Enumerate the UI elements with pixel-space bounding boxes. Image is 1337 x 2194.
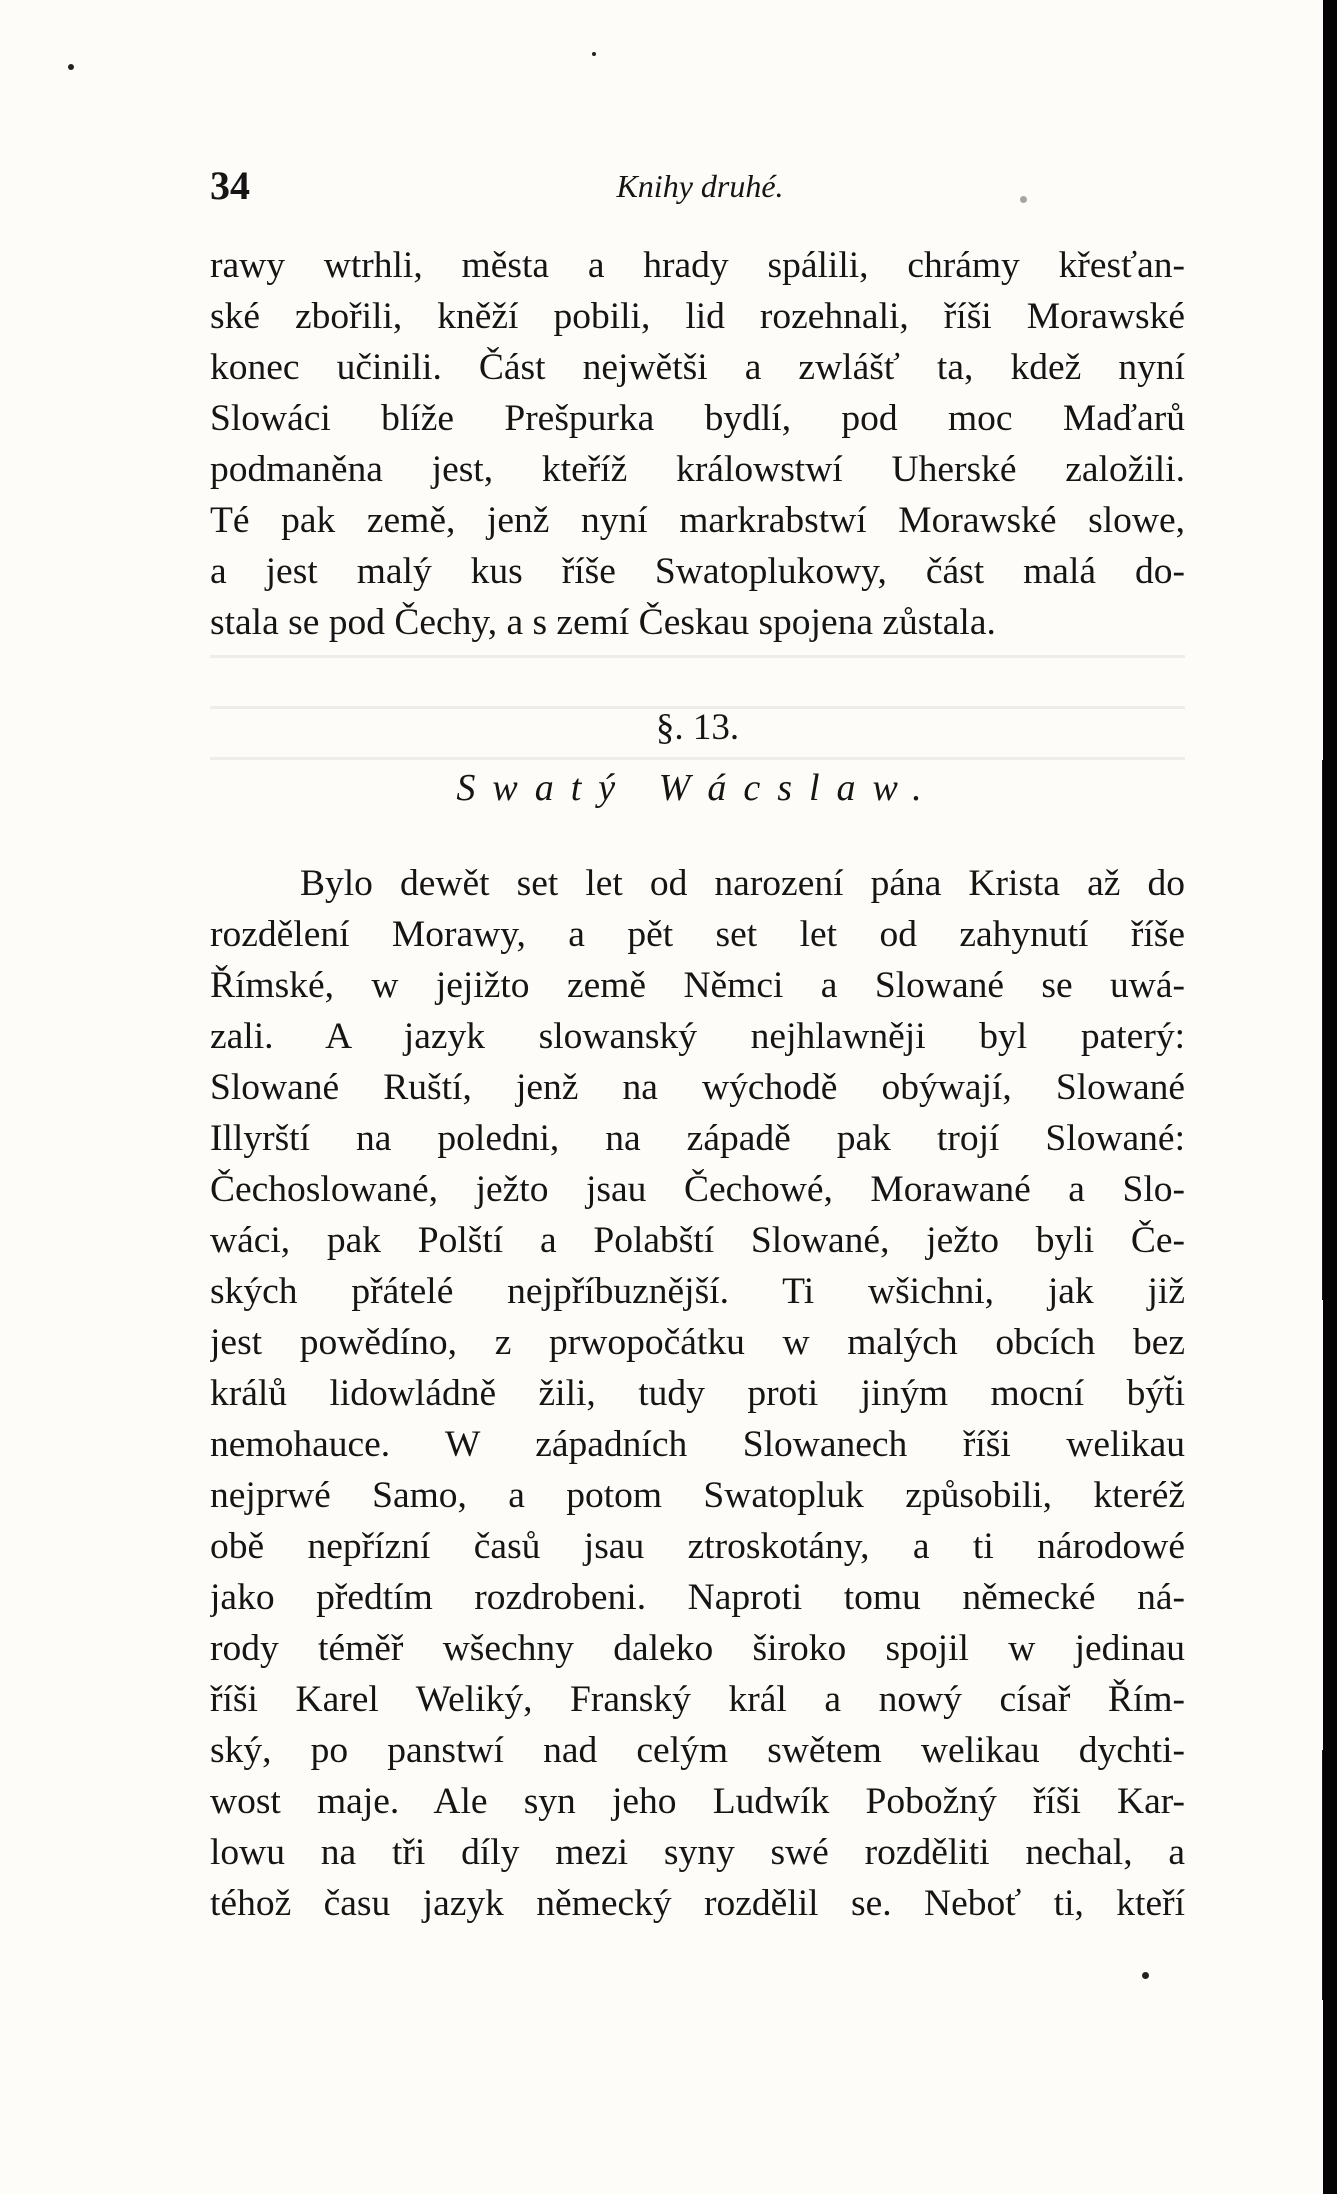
scan-speck [1020, 196, 1027, 203]
scan-speck [592, 52, 596, 56]
text-line: Římské, w jejižto země Němci a Slowané se uwá- [210, 965, 1185, 1006]
text-line: jest powědíno, z prwopočátku w malých obcích bez [210, 1322, 1185, 1363]
text-line: Illyrští na poledni, na západě pak trojí Slowané: [210, 1118, 1185, 1159]
text-line: Slowáci blíže Prešpurka bydlí, pod moc Maďarů [210, 398, 1185, 439]
scan-speck [68, 64, 74, 70]
page-number: 34 [210, 163, 250, 208]
paragraph-2 [210, 858, 1185, 1929]
text-line: wost maje. Ale syn jeho Ludwík Pobožný říši Kar- [210, 1781, 1185, 1822]
scan-edge [1323, 0, 1337, 2194]
text-line: zali. A jazyk slowanský nejhlawněji byl paterý: [210, 1016, 1185, 1057]
text-line: rawy wtrhli, města a hrady spálili, chrámy křesťan- [210, 245, 1185, 286]
text-line: podmaněna jest, kteříž králowstwí Uherské založili. [210, 449, 1185, 490]
scan-speck [1142, 1972, 1149, 1979]
text-line: a jest malý kus říše Swatoplukowy, část malá do- [210, 551, 1185, 592]
text-line: ských přátelé nejpříbuznější. Ti wšichni, jak již [210, 1271, 1185, 1312]
text-line: wáci, pak Polští a Polabští Slowané, ježto byli Če- [210, 1220, 1185, 1261]
text-line: nejprwé Samo, a potom Swatopluk způsobili, kteréž [210, 1475, 1185, 1516]
page-header [210, 158, 1190, 214]
text-line: Té pak země, jenž nyní markrabstwí Morawské slowe, [210, 500, 1185, 541]
section-number: §. 13. [655, 707, 740, 748]
text-line: Čechoslowané, ježto jsau Čechowé, Morawané a Slo- [210, 1169, 1185, 1210]
text-line: Bylo dewět set let od narození pána Krista až do [300, 863, 1185, 904]
running-title: Knihy druhé. [616, 168, 784, 204]
text-line: rozdělení Morawy, a pět set let od zahynutí říše [210, 914, 1185, 955]
text-line: obě nepřízní časů jsau ztroskotány, a ti národowé [210, 1526, 1185, 1567]
text-line: králů lidowládně žili, tudy proti jiným mocní být̆i [210, 1373, 1185, 1414]
text-line: lowu na tři díly mezi syny swé rozděliti nechal, a [210, 1832, 1185, 1873]
text-line: ský, po panstwí nad celým swětem welikau dychti- [210, 1730, 1185, 1771]
text-line: nemohauce. W západních Slowanech říši welikau [210, 1424, 1185, 1465]
paragraph-1 [210, 240, 1185, 648]
text-line: ské zbořili, kněží pobili, lid rozehnali, říši Morawské [210, 296, 1185, 337]
text-line: říši Karel Weliký, Franský král a nowý císař Řím- [210, 1679, 1185, 1720]
text-line: téhož času jazyk německý rozdělil se. Neboť ti, kteří [210, 1883, 1185, 1924]
text-line: rody téměř wšechny daleko široko spojil w jedinau [210, 1628, 1185, 1669]
text-line: stala se pod Čechy, a s zemí Českau spojena zůstala. [210, 602, 996, 643]
section-title: Swatý Wácslaw. [456, 767, 939, 809]
text-line: konec učinili. Část nejwětši a zwlášť ta, kdež nyní [210, 347, 1185, 388]
text-line: Slowané Ruští, jenž na wýchodě obýwají, Slowané [210, 1067, 1185, 1108]
text-line: jako předtím rozdrobeni. Naproti tomu německé ná- [210, 1577, 1185, 1618]
